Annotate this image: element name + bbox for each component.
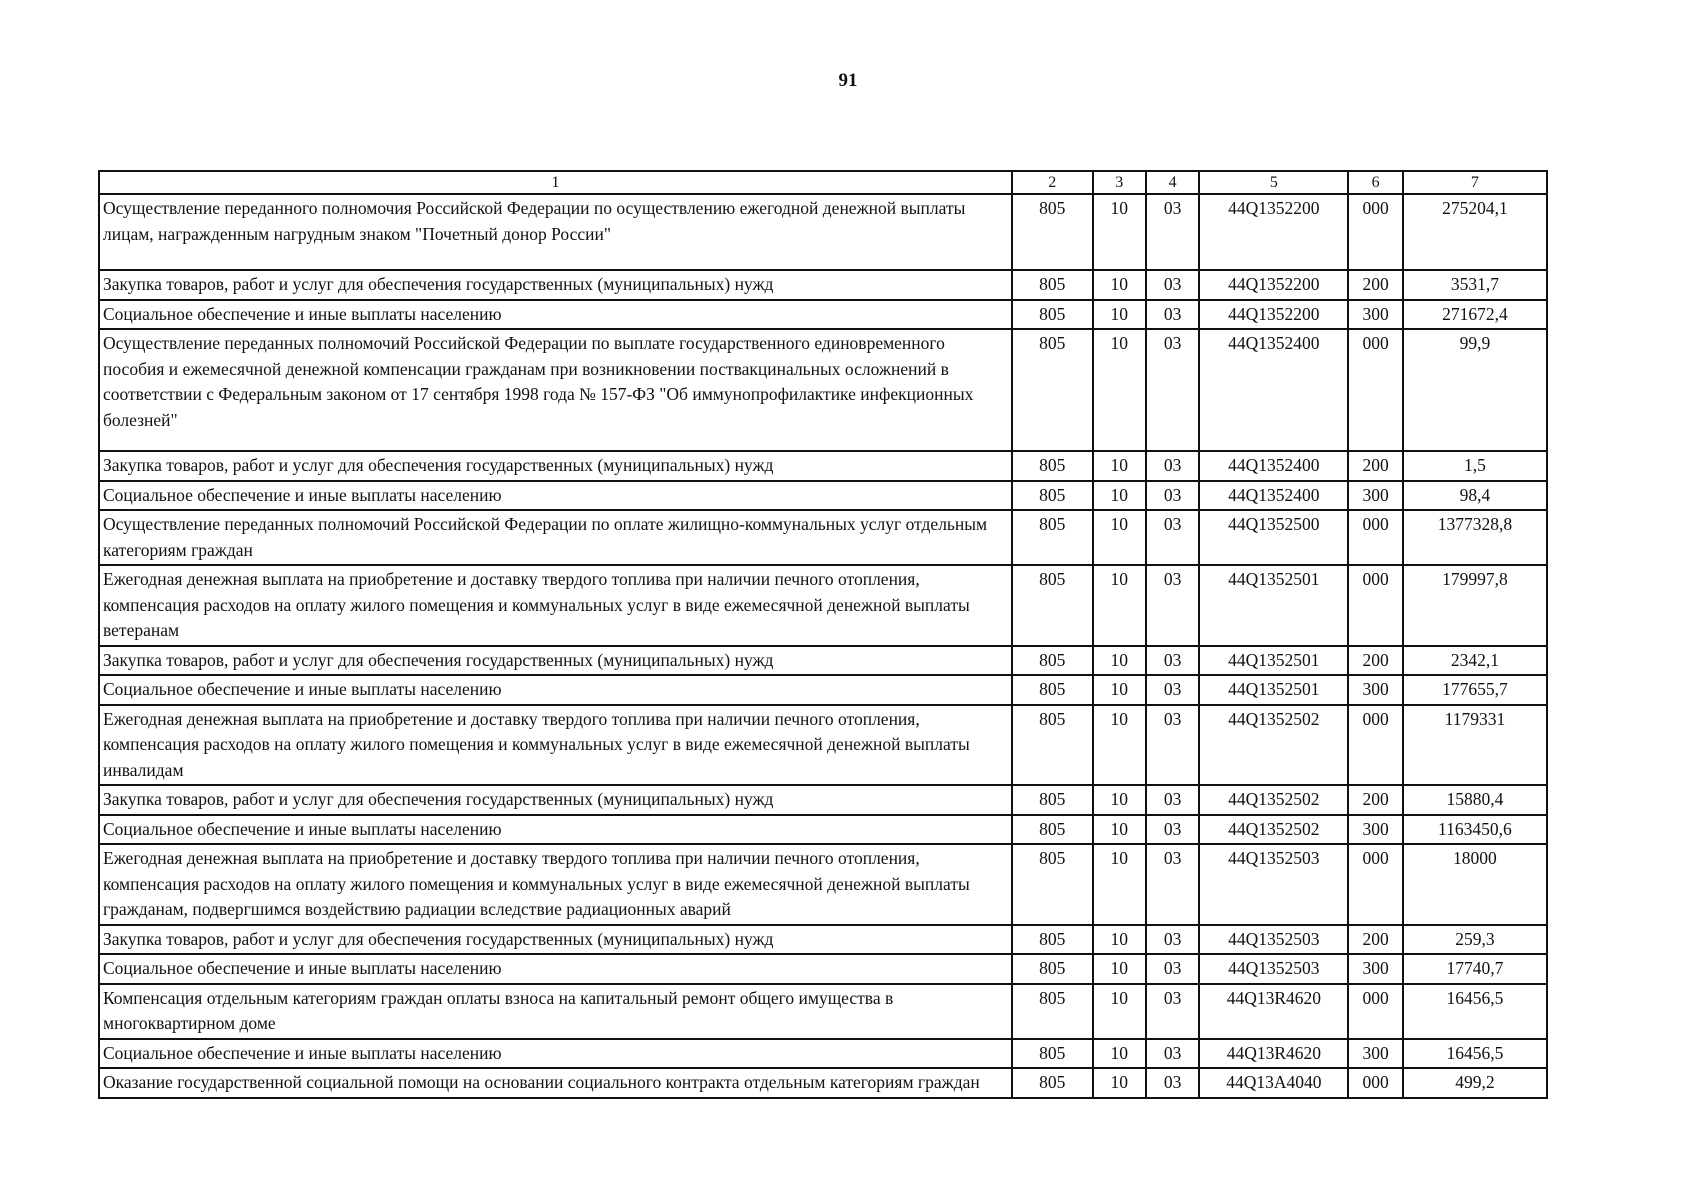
row-rz-cell: 10 <box>1093 646 1146 676</box>
row-gr-cell: 805 <box>1012 925 1093 955</box>
row-sum-cell: 16456,5 <box>1403 984 1547 1039</box>
row-gr-cell: 805 <box>1012 565 1093 646</box>
row-csr-cell: 44Q1352503 <box>1199 954 1348 984</box>
row-pr-cell: 03 <box>1146 1039 1199 1069</box>
row-gr-cell: 805 <box>1012 984 1093 1039</box>
table-row <box>99 785 1547 815</box>
table-row <box>99 270 1547 300</box>
row-csr-cell: 44Q13R4620 <box>1199 1039 1348 1069</box>
row-sum-cell: 1,5 <box>1403 451 1547 481</box>
row-sum-cell: 15880,4 <box>1403 785 1547 815</box>
row-name-cell: Социальное обеспечение и иные выплаты населению <box>99 954 1012 984</box>
row-name-cell: Социальное обеспечение и иные выплаты населению <box>99 675 1012 705</box>
row-csr-cell: 44Q1352501 <box>1199 565 1348 646</box>
table-row <box>99 1039 1547 1069</box>
table-row <box>99 565 1547 646</box>
row-pr-cell: 03 <box>1146 785 1199 815</box>
row-csr-cell: 44Q1352503 <box>1199 844 1348 925</box>
row-sum-cell: 2342,1 <box>1403 646 1547 676</box>
row-gr-cell: 805 <box>1012 815 1093 845</box>
page-number: 91 <box>838 70 858 91</box>
row-gr-cell: 805 <box>1012 954 1093 984</box>
row-pr-cell: 03 <box>1146 451 1199 481</box>
row-sum-cell: 275204,1 <box>1403 194 1547 270</box>
table-row <box>99 300 1547 330</box>
row-vr-cell: 300 <box>1348 481 1402 511</box>
row-rz-cell: 10 <box>1093 984 1146 1039</box>
row-vr-cell: 000 <box>1348 1068 1402 1098</box>
row-vr-cell: 200 <box>1348 925 1402 955</box>
row-csr-cell: 44Q1352200 <box>1199 194 1348 270</box>
row-rz-cell: 10 <box>1093 1039 1146 1069</box>
row-csr-cell: 44Q1352501 <box>1199 675 1348 705</box>
row-rz-cell: 10 <box>1093 925 1146 955</box>
row-csr-cell: 44Q1352500 <box>1199 510 1348 565</box>
row-vr-cell: 200 <box>1348 270 1402 300</box>
row-pr-cell: 03 <box>1146 1068 1199 1098</box>
row-gr-cell: 805 <box>1012 705 1093 786</box>
table-row <box>99 451 1547 481</box>
table-header-row <box>99 171 1547 194</box>
row-rz-cell: 10 <box>1093 705 1146 786</box>
row-sum-cell: 18000 <box>1403 844 1547 925</box>
row-vr-cell: 200 <box>1348 785 1402 815</box>
column-header-2: 2 <box>1012 171 1093 194</box>
column-header-1: 1 <box>99 171 1012 194</box>
row-rz-cell: 10 <box>1093 300 1146 330</box>
row-gr-cell: 805 <box>1012 510 1093 565</box>
row-csr-cell: 44Q13A4040 <box>1199 1068 1348 1098</box>
row-sum-cell: 1377328,8 <box>1403 510 1547 565</box>
row-csr-cell: 44Q1352200 <box>1199 270 1348 300</box>
row-csr-cell: 44Q1352502 <box>1199 815 1348 845</box>
table-row <box>99 705 1547 786</box>
row-vr-cell: 300 <box>1348 300 1402 330</box>
table-row <box>99 1068 1547 1098</box>
row-gr-cell: 805 <box>1012 1039 1093 1069</box>
row-vr-cell: 300 <box>1348 954 1402 984</box>
row-pr-cell: 03 <box>1146 329 1199 451</box>
table-row <box>99 844 1547 925</box>
row-name-cell: Ежегодная денежная выплата на приобретение и доставку твердого топлива при наличии печного отопления, компенсация расходов на оплату жилого помещения и коммунальных услуг в виде ежемесячной денежной выплаты ветеранам <box>99 565 1012 646</box>
row-pr-cell: 03 <box>1146 194 1199 270</box>
row-csr-cell: 44Q1352501 <box>1199 646 1348 676</box>
table-row <box>99 481 1547 511</box>
row-rz-cell: 10 <box>1093 785 1146 815</box>
row-sum-cell: 98,4 <box>1403 481 1547 511</box>
budget-table <box>98 170 1548 1099</box>
row-name-cell: Социальное обеспечение и иные выплаты населению <box>99 815 1012 845</box>
row-gr-cell: 805 <box>1012 785 1093 815</box>
row-name-cell: Осуществление переданного полномочия Российской Федерации по осуществлению ежегодной денежной выплаты лицам, награжденным нагрудным знаком "Почетный донор России" <box>99 194 1012 270</box>
row-name-cell: Оказание государственной социальной помощи на основании социального контракта отдельным категориям граждан <box>99 1068 1012 1098</box>
row-pr-cell: 03 <box>1146 646 1199 676</box>
row-gr-cell: 805 <box>1012 646 1093 676</box>
column-header-5: 5 <box>1199 171 1348 194</box>
row-pr-cell: 03 <box>1146 705 1199 786</box>
row-pr-cell: 03 <box>1146 300 1199 330</box>
row-pr-cell: 03 <box>1146 815 1199 845</box>
row-rz-cell: 10 <box>1093 675 1146 705</box>
row-sum-cell: 1179331 <box>1403 705 1547 786</box>
row-gr-cell: 805 <box>1012 194 1093 270</box>
row-name-cell: Социальное обеспечение и иные выплаты населению <box>99 1039 1012 1069</box>
row-csr-cell: 44Q1352200 <box>1199 300 1348 330</box>
row-sum-cell: 177655,7 <box>1403 675 1547 705</box>
row-csr-cell: 44Q1352400 <box>1199 451 1348 481</box>
row-pr-cell: 03 <box>1146 984 1199 1039</box>
row-rz-cell: 10 <box>1093 1068 1146 1098</box>
row-rz-cell: 10 <box>1093 270 1146 300</box>
row-name-cell: Закупка товаров, работ и услуг для обеспечения государственных (муниципальных) нужд <box>99 925 1012 955</box>
row-sum-cell: 16456,5 <box>1403 1039 1547 1069</box>
row-rz-cell: 10 <box>1093 194 1146 270</box>
table-body <box>99 194 1547 1098</box>
column-header-3: 3 <box>1093 171 1146 194</box>
row-sum-cell: 179997,8 <box>1403 565 1547 646</box>
row-vr-cell: 000 <box>1348 194 1402 270</box>
row-name-cell: Закупка товаров, работ и услуг для обеспечения государственных (муниципальных) нужд <box>99 646 1012 676</box>
row-gr-cell: 805 <box>1012 481 1093 511</box>
row-sum-cell: 271672,4 <box>1403 300 1547 330</box>
row-pr-cell: 03 <box>1146 954 1199 984</box>
row-sum-cell: 259,3 <box>1403 925 1547 955</box>
row-pr-cell: 03 <box>1146 844 1199 925</box>
row-name-cell: Социальное обеспечение и иные выплаты населению <box>99 300 1012 330</box>
row-pr-cell: 03 <box>1146 510 1199 565</box>
row-vr-cell: 000 <box>1348 565 1402 646</box>
row-name-cell: Компенсация отдельным категориям граждан оплаты взноса на капитальный ремонт общего имущества в многоквартирном доме <box>99 984 1012 1039</box>
row-rz-cell: 10 <box>1093 954 1146 984</box>
row-vr-cell: 000 <box>1348 510 1402 565</box>
row-rz-cell: 10 <box>1093 844 1146 925</box>
row-sum-cell: 99,9 <box>1403 329 1547 451</box>
row-vr-cell: 300 <box>1348 1039 1402 1069</box>
row-csr-cell: 44Q1352502 <box>1199 705 1348 786</box>
row-name-cell: Осуществление переданных полномочий Российской Федерации по выплате государственного единовременного пособия и ежемесячной денежной компенсации гражданам при возникновении поствакцинальных осложнений в соответствии с Федеральным законом от 17 сентября 1998 года № 157-ФЗ "Об иммунопрофилактике инфекционных болезней" <box>99 329 1012 451</box>
row-vr-cell: 300 <box>1348 815 1402 845</box>
row-gr-cell: 805 <box>1012 270 1093 300</box>
row-csr-cell: 44Q1352400 <box>1199 329 1348 451</box>
row-vr-cell: 300 <box>1348 675 1402 705</box>
table-row <box>99 510 1547 565</box>
row-rz-cell: 10 <box>1093 510 1146 565</box>
table-row <box>99 675 1547 705</box>
row-pr-cell: 03 <box>1146 270 1199 300</box>
row-gr-cell: 805 <box>1012 300 1093 330</box>
row-name-cell: Ежегодная денежная выплата на приобретение и доставку твердого топлива при наличии печного отопления, компенсация расходов на оплату жилого помещения и коммунальных услуг в виде ежемесячной денежной выплаты инвалидам <box>99 705 1012 786</box>
table-row <box>99 925 1547 955</box>
row-pr-cell: 03 <box>1146 675 1199 705</box>
table-row <box>99 984 1547 1039</box>
row-sum-cell: 17740,7 <box>1403 954 1547 984</box>
row-pr-cell: 03 <box>1146 925 1199 955</box>
row-sum-cell: 3531,7 <box>1403 270 1547 300</box>
row-vr-cell: 000 <box>1348 329 1402 451</box>
row-name-cell: Закупка товаров, работ и услуг для обеспечения государственных (муниципальных) нужд <box>99 270 1012 300</box>
row-name-cell: Закупка товаров, работ и услуг для обеспечения государственных (муниципальных) нужд <box>99 785 1012 815</box>
row-vr-cell: 000 <box>1348 984 1402 1039</box>
row-sum-cell: 499,2 <box>1403 1068 1547 1098</box>
row-name-cell: Осуществление переданных полномочий Российской Федерации по оплате жилищно-коммунальных услуг отдельным категориям граждан <box>99 510 1012 565</box>
row-gr-cell: 805 <box>1012 329 1093 451</box>
row-rz-cell: 10 <box>1093 451 1146 481</box>
column-header-4: 4 <box>1146 171 1199 194</box>
table-row <box>99 329 1547 451</box>
table-row <box>99 954 1547 984</box>
table-row <box>99 194 1547 270</box>
row-csr-cell: 44Q1352502 <box>1199 785 1348 815</box>
row-name-cell: Ежегодная денежная выплата на приобретение и доставку твердого топлива при наличии печного отопления, компенсация расходов на оплату жилого помещения и коммунальных услуг в виде ежемесячной денежной выплаты гражданам, подвергшимся воздействию радиации вследствие радиационных аварий <box>99 844 1012 925</box>
column-header-6: 6 <box>1348 171 1402 194</box>
row-name-cell: Закупка товаров, работ и услуг для обеспечения государственных (муниципальных) нужд <box>99 451 1012 481</box>
row-name-cell: Социальное обеспечение и иные выплаты населению <box>99 481 1012 511</box>
table-row <box>99 646 1547 676</box>
table-row <box>99 815 1547 845</box>
row-csr-cell: 44Q1352503 <box>1199 925 1348 955</box>
row-rz-cell: 10 <box>1093 329 1146 451</box>
row-rz-cell: 10 <box>1093 815 1146 845</box>
row-rz-cell: 10 <box>1093 481 1146 511</box>
row-gr-cell: 805 <box>1012 451 1093 481</box>
row-vr-cell: 000 <box>1348 705 1402 786</box>
row-vr-cell: 000 <box>1348 844 1402 925</box>
row-csr-cell: 44Q1352400 <box>1199 481 1348 511</box>
row-sum-cell: 1163450,6 <box>1403 815 1547 845</box>
row-gr-cell: 805 <box>1012 1068 1093 1098</box>
row-csr-cell: 44Q13R4620 <box>1199 984 1348 1039</box>
row-pr-cell: 03 <box>1146 565 1199 646</box>
row-vr-cell: 200 <box>1348 646 1402 676</box>
row-gr-cell: 805 <box>1012 675 1093 705</box>
row-pr-cell: 03 <box>1146 481 1199 511</box>
row-rz-cell: 10 <box>1093 565 1146 646</box>
column-header-7: 7 <box>1403 171 1547 194</box>
row-gr-cell: 805 <box>1012 844 1093 925</box>
row-vr-cell: 200 <box>1348 451 1402 481</box>
